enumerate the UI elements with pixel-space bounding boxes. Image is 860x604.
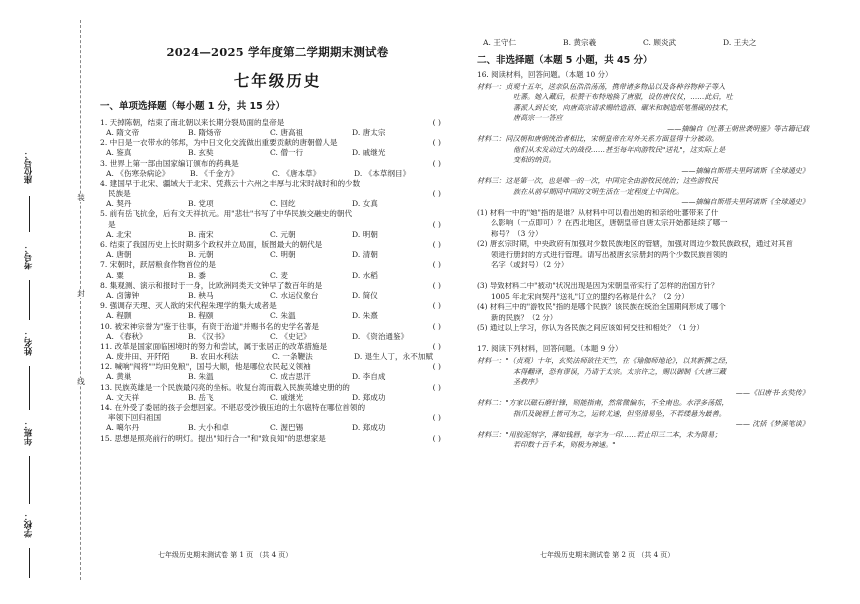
answer-bracket[interactable]: ( ) <box>432 382 441 392</box>
sub-question-line <box>477 272 843 283</box>
question-item <box>100 434 455 444</box>
q15-option-b: B. 黄宗羲 <box>563 38 597 47</box>
question-options <box>100 230 455 240</box>
sub-question-line: (5) 通过以上学习，你认为各民族之间应该如何交往和相处？（1 分） <box>477 324 704 332</box>
answer-bracket[interactable]: ( ) <box>432 138 441 148</box>
option-d: D. 明朝 <box>352 229 378 239</box>
option-b: B. 岳飞 <box>188 392 214 402</box>
material-line: 材料三：这是第一次，也是唯一的一次，中国完全由游牧民统治；这些游牧民 <box>477 177 719 185</box>
answer-bracket[interactable]: ( ) <box>432 321 441 331</box>
material-line: 材料二：同汉朝和唐朝统治者相比，宋朝皇帝在对外关系方面显得十分被动。 <box>477 135 719 143</box>
page-1-footer: 七年级历史期末测试卷 第 1 页 （共 4 页） <box>158 551 293 559</box>
question-options <box>100 393 455 403</box>
question-options <box>100 169 455 179</box>
option-b: B. 南宋 <box>188 229 214 239</box>
question-item <box>100 240 455 260</box>
question-item <box>100 118 455 138</box>
material-line: 指爪及碗唇上皆可为之，运转尤速，但坚滑易坠，不若缕悬为最善。 <box>513 409 726 418</box>
question-options <box>100 311 455 321</box>
answer-bracket[interactable]: ( ) <box>432 240 441 250</box>
material-line: 材料二："方家以磁石磨针锋，则能指南，然常微偏东，不全南也。水浮多荡摇， <box>477 399 729 407</box>
option-b: B. 黍 <box>188 270 207 280</box>
option-b: B. 元朝 <box>188 250 214 260</box>
exam-no-underline <box>29 280 30 320</box>
option-a: A. 文天祥 <box>106 392 140 402</box>
material-line: 吐蕃。她入藏后，松赞干布特地换了唐服，设仿唐仪仗，……此后，吐 <box>513 93 733 101</box>
option-b: B. 秧马 <box>188 290 214 300</box>
question-options <box>100 128 455 138</box>
q17-heading: 17. 阅读下列材料，回答问题。（本题 9 分） <box>477 344 623 353</box>
option-a: A. 唐朝 <box>106 250 132 260</box>
option-b: B. 程颐 <box>188 311 214 321</box>
q15-option-d: D. 王夫之 <box>723 38 757 47</box>
material-source: ——摘编自斯塔夫里阿诺斯《全球通史》 <box>681 166 809 175</box>
q16-heading: 16. 阅读材料，回答问题。（本题 10 分） <box>477 69 613 79</box>
school-label: 学校： <box>24 512 34 538</box>
option-c: C. 元朝 <box>270 229 296 239</box>
option-a: A. 北宋 <box>106 229 132 239</box>
answer-bracket[interactable]: ( ) <box>432 341 441 351</box>
option-a: A. 鉴真 <box>106 148 132 158</box>
option-a: A. 粟 <box>106 270 124 280</box>
question-stem-row <box>100 240 455 250</box>
exam-title: 2024—2025 学年度第二学期期末测试卷 <box>166 45 389 59</box>
sub-question-line: (4) 材料三中的"游牧民"指的是哪个民族？该民族在统治全国期间形成了哪个 <box>477 303 726 311</box>
q15-options <box>477 38 843 47</box>
question-stem: 2. 中日是一衣带水的邻邦，为中日文化交流做出重要贡献的唐朝僧人是 <box>100 138 338 148</box>
section-2-heading: 二、非选择题（本题 5 小题，共 45 分） <box>477 55 653 67</box>
cut-char-feng: 封 <box>77 289 85 298</box>
option-b: B. 朱温 <box>188 372 214 382</box>
option-a: A. 黄巢 <box>106 372 132 382</box>
question-item <box>100 138 455 158</box>
question-stem: 9. 强调存天理、灭人欲的宋代程朱理学的集大成者是 <box>100 301 277 311</box>
option-a: A. 废井田、开阡陌 <box>106 352 170 362</box>
question-stem-row <box>100 403 455 413</box>
name-label: 姓名： <box>24 330 34 356</box>
option-c: C. 水运仪象台 <box>270 290 319 300</box>
question-item <box>100 281 455 301</box>
sub-question-line: 称号？（3 分） <box>491 229 543 238</box>
sub-question-line: 1005 年北宋向契丹"送礼"订立的盟约名称是什么？（2 分） <box>491 292 689 301</box>
option-b: B. 《汉书》 <box>188 331 229 341</box>
seat-underline <box>29 196 30 232</box>
answer-bracket[interactable]: ( ) <box>432 433 441 443</box>
question-stem-row <box>100 322 455 332</box>
question-stem: 14. 在外受了委屈的孩子会想回家。不堪忍受沙俄压迫的土尔扈特在哪位首领的 <box>100 403 366 413</box>
question-options <box>100 291 455 301</box>
option-a: A. 契丹 <box>106 199 132 209</box>
material-line: 本得翻译，恐有谬误，乃请于太宗。太宗许之，赐以御制《大唐三藏 <box>513 367 726 376</box>
answer-bracket[interactable]: ( ) <box>432 362 441 372</box>
question-stem: 7. 宋朝时，跃居粮食作物首位的是 <box>100 260 216 270</box>
option-d: D. 朱熹 <box>352 311 378 321</box>
question-options <box>100 199 455 209</box>
option-c: C. 朱温 <box>270 311 296 321</box>
material-source: —— 沈括《梦溪笔谈》 <box>735 420 809 428</box>
question-stem: 12. 喊响"闯将""均田免粮"，国号大顺，他是哪位农民起义领袖 <box>100 362 311 372</box>
option-c: C. 戚继光 <box>270 392 304 402</box>
question-stem-row <box>100 383 455 393</box>
exam-page-1 <box>100 40 455 444</box>
question-item <box>100 179 455 210</box>
material-line: 圣教序》 <box>513 378 542 386</box>
question-options <box>100 423 455 433</box>
answer-bracket[interactable]: ( ) <box>432 189 441 199</box>
answer-bracket[interactable]: ( ) <box>432 260 441 270</box>
section-1-heading: 一、单项选择题（每小题 1 分，共 15 分） <box>100 101 286 113</box>
question-stem: 5. 前有岳飞抗金，后有文天祥抗元。用"悲壮"书写了中华民族交融史的朝代 <box>100 209 353 219</box>
option-c: C. 成吉思汗 <box>270 372 311 382</box>
class-underline <box>29 456 30 504</box>
option-b: B. 党项 <box>188 199 214 209</box>
question-stem: 15. 思想是照亮前行的明灯。提出"知行合一"和"致良知"的思想家是 <box>100 433 326 443</box>
question-item <box>100 322 455 342</box>
question-item <box>100 342 455 362</box>
material-line: 若印数十百千本，则极为神速。" <box>513 441 616 449</box>
question-stem-row <box>100 138 455 148</box>
question-list <box>100 118 455 444</box>
question-stem: 1. 天掉陈朝，结束了南北朝以来长期分裂局面的皇帝是 <box>100 117 285 127</box>
option-b: B. 大小和卓 <box>188 423 229 433</box>
question-item <box>100 383 455 403</box>
option-c: C. 唐高祖 <box>270 127 304 137</box>
question-stem: 4. 建国早于北宋、疆域大于北宋、凭燕云十六州之丰厚与北宋时战时和的少数 <box>100 178 361 188</box>
question-stem-row <box>100 260 455 270</box>
answer-bracket[interactable]: ( ) <box>432 117 441 127</box>
question-item <box>100 301 455 321</box>
option-a: A. 隋文帝 <box>106 127 140 137</box>
option-a: A. 卤簿钟 <box>106 290 140 300</box>
question-stem-cont-text: 率领下回归祖国 <box>108 413 162 423</box>
option-d: D. 戚继光 <box>352 148 386 158</box>
question-options <box>100 352 455 362</box>
sub-question-line: (1) 材料一中的"她"指的是谁？从材料中可以看出她的和亲给吐蕃带来了什 <box>477 208 719 217</box>
school-underline <box>29 548 30 578</box>
answer-bracket[interactable]: ( ) <box>432 301 441 311</box>
option-c: C. 一条鞭法 <box>272 352 313 362</box>
question-stem-row <box>100 281 455 291</box>
question-stem: 8. 集观测、演示和报时于一身，比欧洲同类天文钟早了数百年的是 <box>100 280 323 290</box>
class-label: 年班： <box>24 420 34 446</box>
question-stem-row <box>100 301 455 311</box>
question-stem-row <box>100 159 455 169</box>
option-c: C. 回纥 <box>270 199 296 209</box>
sub-question-line: 名字（或封号）（2 分） <box>491 261 569 269</box>
question-stem: 3. 世界上第一部由国家编订颁布的药典是 <box>100 158 239 168</box>
material-source: ——《旧唐书·玄奘传》 <box>735 388 809 397</box>
question-stem-row <box>100 179 455 189</box>
material-source: ——摘编自斯塔夫里阿诺斯《全球通史》 <box>681 198 809 206</box>
option-a: A. 程颢 <box>106 311 132 321</box>
exam-page-2 <box>477 40 843 452</box>
option-d: D. 简仪 <box>352 290 378 300</box>
question-stem-row <box>100 434 455 444</box>
question-options <box>100 372 455 382</box>
question-stem-row <box>100 209 455 219</box>
material-line: 他们从未发动过大的战役……甚至每年向游牧民"送礼"，这实际上是 <box>513 145 726 154</box>
page-2-footer: 七年级历史期末测试卷 第 2 页 （共 4 页） <box>540 551 675 559</box>
question-options <box>100 332 455 342</box>
option-c: C. 《史记》 <box>270 331 311 341</box>
sub-question-line: 么影响（一点即可）？在西北地区，唐朝皇帝自唐太宗开始都延续了哪一 <box>491 219 728 227</box>
question-item <box>100 403 455 434</box>
option-d: D. 女真 <box>352 199 378 209</box>
option-d: D. 郑成功 <box>352 423 386 433</box>
question-stem-row <box>100 342 455 352</box>
material-source: ——摘编自《吐蕃王朝世袭明鉴》等古籍记载 <box>667 124 809 133</box>
material-line: 材料一：贞观十五年，送亲队伍浩浩荡荡，携带诸多物品以及各种谷物种子等入 <box>477 82 726 91</box>
question-stem-continued <box>100 413 455 423</box>
q15-option-c: C. 顾炎武 <box>643 38 677 47</box>
q16-body <box>477 83 843 346</box>
option-c: C. 渥巴锡 <box>270 423 304 433</box>
material-line: 族在从前早期同中国的文明生活在一定程度上中国化。 <box>513 187 684 196</box>
question-stem: 11. 改革是国家面临困境时的努力和尝试，属于张居正的改革措施是 <box>100 341 328 351</box>
question-item <box>100 260 455 280</box>
sub-question-line: 领进行册封的方式进行管理。请写出被唐玄宗册封的两个少数民族首领的 <box>491 250 728 259</box>
sub-question-line: 新的民族？（2 分） <box>491 313 558 322</box>
option-d: D. 《本草纲目》 <box>354 168 411 178</box>
q17-body <box>477 357 843 452</box>
option-d: D. 清朝 <box>352 250 378 260</box>
question-options <box>100 148 455 158</box>
option-c: C. 麦 <box>270 270 288 280</box>
option-d: D. 《资治通鉴》 <box>352 331 409 341</box>
exam-no-label: 考号： <box>24 244 34 270</box>
question-stem: 10. 被宋神宗誉为"鉴于往事，有资于治道"并赐书名的史学名著是 <box>100 321 319 331</box>
name-underline <box>29 366 30 410</box>
material-line: 蕃派人到长安，向唐高宗请求赐给造酒、碾米和制造纸笔墨砚的技术， <box>513 103 733 112</box>
option-a: A. 《伤寒杂病论》 <box>106 168 170 178</box>
sub-question-line: (2) 唐玄宗时期，中央政府有加强对少数民族地区的管辖，加强对周边少数民族政权，通过对其首 <box>477 240 793 248</box>
option-d: D. 退生人丁，永不加赋 <box>354 352 433 362</box>
option-b: B. 农田水利法 <box>190 352 239 362</box>
exam-subject: 七年级历史 <box>233 71 322 90</box>
option-c: C. 明朝 <box>270 250 296 260</box>
option-b: B. 隋炀帝 <box>188 127 222 137</box>
sub-question-line: (3) 导致材料二中"被动"状况出现是因为宋朝皇帝实行了怎样的治国方针？ <box>477 282 719 290</box>
seat-label: 座位号： <box>24 150 34 184</box>
question-stem: 13. 民族英雄是一个民族最闪亮的坐标。收复台湾而载入民族英雄史册的的 <box>100 382 350 392</box>
option-c: C. 僧一行 <box>270 148 304 158</box>
material-line: 变相的纳贡。 <box>513 156 556 164</box>
q15-option-a: A. 王守仁 <box>483 38 517 47</box>
option-c: C. 《唐本草》 <box>272 168 321 178</box>
cut-dashed-line <box>80 20 81 580</box>
answer-bracket[interactable]: ( ) <box>432 158 441 168</box>
option-b: B. 玄奘 <box>188 148 214 158</box>
question-options <box>100 250 455 260</box>
option-d: D. 水稻 <box>352 270 378 280</box>
question-stem-continued <box>100 220 455 230</box>
material-line: 材料三："用胶泥刻字，薄如钱唇，每字为一印……若止印三二本，未为简易； <box>477 430 722 439</box>
question-item <box>100 209 455 240</box>
option-d: D. 唐太宗 <box>352 127 386 137</box>
answer-bracket[interactable]: ( ) <box>432 413 441 423</box>
answer-bracket[interactable]: ( ) <box>432 219 441 229</box>
option-d: D. 李自成 <box>352 372 386 382</box>
question-item <box>100 362 455 382</box>
question-options <box>100 271 455 281</box>
cut-char-zhuang: 装 <box>77 193 85 202</box>
question-stem-continued <box>100 189 455 199</box>
question-item <box>100 159 455 179</box>
option-a: A. 噶尔丹 <box>106 423 140 433</box>
question-stem-cont-text: 是 <box>108 219 116 229</box>
cut-char-xian: 线 <box>77 377 85 386</box>
question-stem-row <box>100 362 455 372</box>
answer-bracket[interactable]: ( ) <box>432 280 441 290</box>
material-line: 材料一："（贞观）十年，玄奘法师欲往天竺，在《瑜伽师地论》，以其新撰之经， <box>477 357 733 365</box>
option-d: D. 郑成功 <box>352 392 386 402</box>
question-stem-row <box>100 118 455 128</box>
question-stem: 6. 结束了我国历史上长时期多个政权并立局面，版图最大的朝代是 <box>100 240 323 250</box>
option-b: B. 《千金方》 <box>190 168 239 178</box>
material-line: 唐高宗一一答应 <box>513 114 563 122</box>
question-stem-cont-text: 民族是 <box>108 189 131 199</box>
option-a: A. 《春秋》 <box>106 331 147 341</box>
binding-strip <box>0 0 92 604</box>
